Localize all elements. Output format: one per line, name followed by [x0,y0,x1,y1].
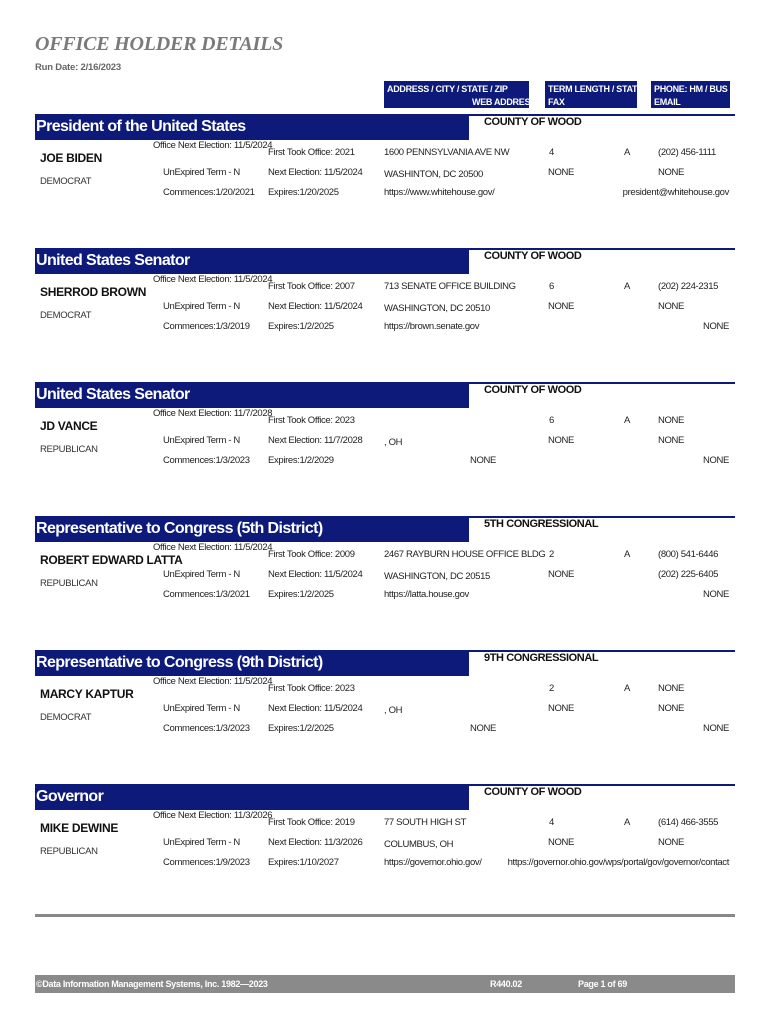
holder-name: JD VANCE [40,419,98,433]
commences-date: Commences:1/20/2021 [163,187,255,198]
party-affiliation: REPUBLICAN [40,846,98,857]
holder-name: MIKE DEWINE [40,821,119,835]
party-affiliation: REPUBLICAN [40,444,98,455]
office-title: Governor [35,784,469,810]
term-type: UnExpired Term - N [163,301,240,312]
email-address[interactable]: https://governor.ohio.gov/wps/portal/gov/governor/contact [507,857,729,868]
party-affiliation: DEMOCRAT [40,176,92,187]
first-took-office: First Took Office: 2023 [268,415,355,426]
term-length: 6 [549,281,554,292]
term-length: 4 [549,817,554,828]
phone-home: (614) 466-3555 [658,817,719,828]
expires-date: Expires:1/10/2027 [268,857,339,868]
next-election: Next Election: 11/3/2026 [268,837,363,848]
fax-header-label: FAX [548,97,565,107]
expires-date: Expires:1/20/2025 [268,187,339,198]
fax-number: NONE [548,569,575,580]
term-status: A [624,817,630,828]
city-state-zip: , OH [384,437,403,448]
street-address: 713 SENATE OFFICE BUILDING [384,281,516,292]
city-state-zip: COLUMBUS, OH [384,839,454,850]
party-affiliation: REPUBLICAN [40,578,98,589]
district-label: 9TH CONGRESSIONAL [484,652,599,664]
next-election: Next Election: 11/5/2024 [268,569,363,580]
phone-column-header [651,81,730,108]
phone-home: (202) 456-1111 [658,147,716,158]
bottom-divider [35,914,735,917]
office-record [0,784,770,918]
city-state-zip: , OH [384,705,403,716]
office-next-election: Office Next Election: 11/5/2024 [153,542,273,553]
term-length: 2 [549,683,554,694]
office-title: Representative to Congress (5th District) [35,516,469,542]
web-address-link[interactable]: NONE [470,455,497,466]
district-label: COUNTY OF WOOD [484,250,582,262]
next-election: Next Election: 11/5/2024 [268,167,363,178]
web-address-link[interactable]: https://governor.ohio.gov/ [384,857,482,868]
office-next-election: Office Next Election: 11/5/2024 [153,140,273,151]
web-address-link[interactable]: NONE [470,723,497,734]
footer-copyright: ©Data Information Management Systems, Inc. 1982—2023 [36,979,268,989]
term-type: UnExpired Term - N [163,569,240,580]
next-election: Next Election: 11/5/2024 [268,703,363,714]
address-column-header [384,81,536,108]
phone-header-label: PHONE: HM / BUS [654,84,728,94]
phone-business: NONE [658,301,685,312]
expires-date: Expires:1/2/2029 [268,455,334,466]
office-title: Representative to Congress (9th District) [35,650,469,676]
footer-page-number: Page 1 of 69 [578,979,627,989]
term-length: 6 [549,415,554,426]
office-title: President of the United States [35,114,469,140]
page-footer [35,975,735,993]
commences-date: Commences:1/3/2023 [163,455,250,466]
street-address: 1600 PENNSYLVANIA AVE NW [384,147,510,158]
city-state-zip: WASHINTON, DC 20500 [384,169,483,180]
term-type: UnExpired Term - N [163,837,240,848]
fax-number: NONE [548,837,575,848]
district-label: 5TH CONGRESSIONAL [484,518,599,530]
phone-business: NONE [658,703,685,714]
office-record [0,382,770,516]
term-length: 2 [549,549,554,560]
email-address[interactable]: NONE [702,589,729,600]
web-address-link[interactable]: https://brown.senate.gov [384,321,480,332]
phone-business: NONE [658,837,685,848]
first-took-office: First Took Office: 2019 [268,817,355,828]
footer-report-id: R440.02 [490,979,522,989]
holder-name: SHERROD BROWN [40,285,147,299]
first-took-office: First Took Office: 2007 [268,281,355,292]
next-election: Next Election: 11/7/2028 [268,435,363,446]
party-affiliation: DEMOCRAT [40,712,92,723]
page-title: OFFICE HOLDER DETAILS [35,33,284,55]
web-address-link[interactable]: https://www.whitehouse.gov/ [384,187,495,198]
fax-number: NONE [548,703,575,714]
office-record [0,650,770,784]
district-label: COUNTY OF WOOD [484,116,582,128]
email-header-label: EMAIL [654,97,681,107]
phone-home: (202) 224-2315 [658,281,719,292]
term-status: A [624,683,630,694]
commences-date: Commences:1/3/2023 [163,723,250,734]
term-column-header [545,81,650,108]
district-label: COUNTY OF WOOD [484,786,582,798]
first-took-office: First Took Office: 2023 [268,683,355,694]
expires-date: Expires:1/2/2025 [268,723,334,734]
office-next-election: Office Next Election: 11/5/2024 [153,676,273,687]
holder-name: MARCY KAPTUR [40,687,134,701]
office-next-election: Office Next Election: 11/7/2028 [153,408,273,419]
expires-date: Expires:1/2/2025 [268,321,334,332]
office-title: United States Senator [35,248,469,274]
office-next-election: Office Next Election: 11/5/2024 [153,274,273,285]
fax-number: NONE [548,301,575,312]
phone-home: (800) 541-6446 [658,549,719,560]
term-status: A [624,281,630,292]
term-header-label: TERM LENGTH / STATUS [548,84,650,94]
term-type: UnExpired Term - N [163,167,240,178]
city-state-zip: WASHINGTON, DC 20515 [384,571,490,582]
term-type: UnExpired Term - N [163,703,240,714]
commences-date: Commences:1/3/2019 [163,321,250,332]
street-address: 2467 RAYBURN HOUSE OFFICE BLDG [384,549,546,560]
office-next-election: Office Next Election: 11/3/2026 [153,810,273,821]
next-election: Next Election: 11/5/2024 [268,301,363,312]
party-affiliation: DEMOCRAT [40,310,92,321]
commences-date: Commences:1/9/2023 [163,857,250,868]
email-address[interactable]: NONE [702,723,729,734]
city-state-zip: WASHINGTON, DC 20510 [384,303,490,314]
first-took-office: First Took Office: 2009 [268,549,355,560]
email-address[interactable]: NONE [702,455,729,466]
term-status: A [624,147,630,158]
fax-number: NONE [548,167,575,178]
phone-business: (202) 225-6405 [658,569,719,580]
run-date: Run Date: 2/16/2023 [35,62,121,73]
phone-home: NONE [658,415,685,426]
web-address-header-label: WEB ADDRESS [472,97,536,107]
phone-home: NONE [658,683,685,694]
web-address-link[interactable]: https://latta.house.gov [384,589,469,600]
office-title: United States Senator [35,382,469,408]
district-label: COUNTY OF WOOD [484,384,582,396]
email-address[interactable]: president@whitehouse.gov [622,187,729,198]
term-length: 4 [549,147,554,158]
holder-name: JOE BIDEN [40,151,102,165]
term-type: UnExpired Term - N [163,435,240,446]
phone-business: NONE [658,167,685,178]
office-record [0,248,770,382]
term-status: A [624,549,630,560]
office-record [0,516,770,650]
email-address[interactable]: NONE [702,321,729,332]
expires-date: Expires:1/2/2025 [268,589,334,600]
commences-date: Commences:1/3/2021 [163,589,250,600]
term-status: A [624,415,630,426]
street-address: 77 SOUTH HIGH ST [384,817,467,828]
holder-name: ROBERT EDWARD LATTA [40,553,183,567]
first-took-office: First Took Office: 2021 [268,147,355,158]
address-header-label: ADDRESS / CITY / STATE / ZIP [387,84,508,94]
fax-number: NONE [548,435,575,446]
office-record [0,114,770,248]
phone-business: NONE [658,435,685,446]
